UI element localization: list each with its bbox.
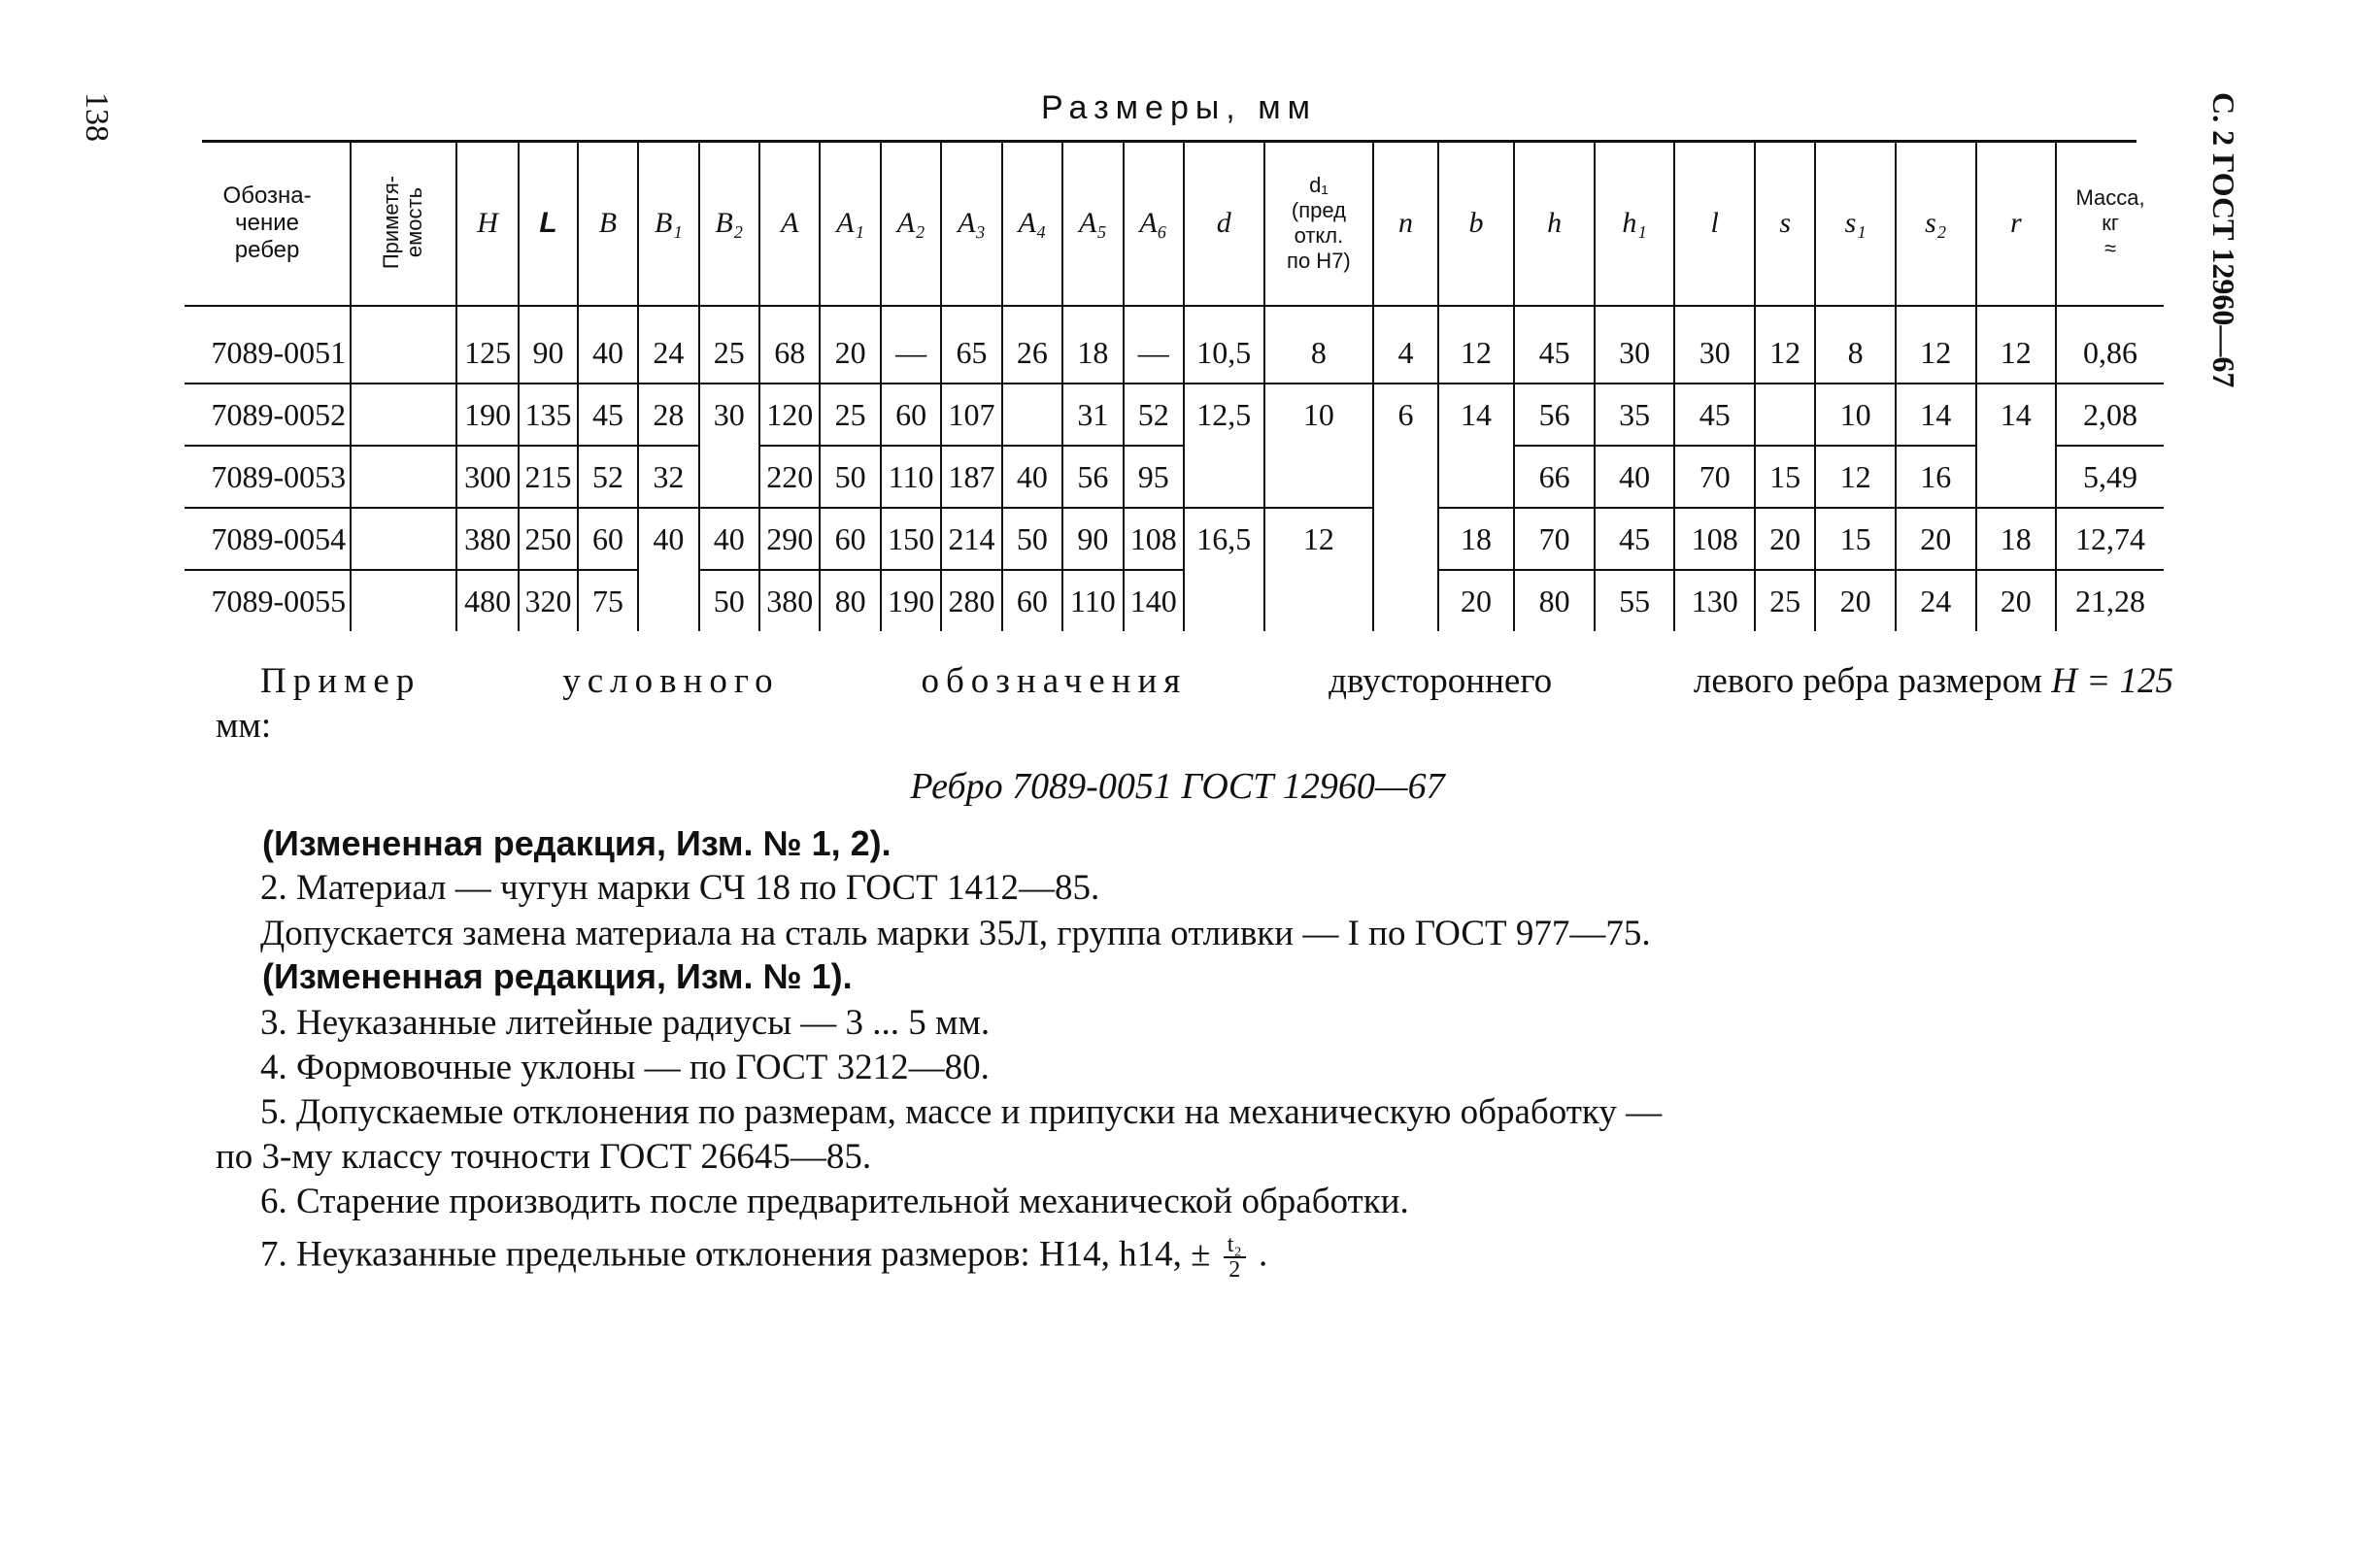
col-s: s [1755, 142, 1815, 306]
col-A2: A₂ [881, 142, 941, 306]
item-2-note: Допускается замена материала на сталь марки 35Л, группа отливки — I по ГОСТ 977—75. [260, 914, 1651, 953]
example-word-1: Пример [260, 661, 421, 701]
col-A: A [759, 142, 820, 306]
fraction-numerator: t₂ [1224, 1233, 1246, 1258]
col-B: B [578, 142, 638, 306]
table-row: 7089-0054 380 250 60 40 40 290 60 150 214 50 90 108 16,5 12 18 70 45 108 20 15 20 18 12,74 [185, 508, 2164, 570]
header-row [185, 142, 2164, 306]
col-applicability: Приметя- емость [351, 142, 456, 306]
col-designation: Обозна- чение ребер [185, 142, 351, 306]
col-A5: A₅ [1062, 142, 1123, 306]
dimensions-table [185, 142, 2164, 631]
col-h: h [1514, 142, 1595, 306]
item-2: 2. Материал — чугун марки СЧ 18 по ГОСТ 1412—85. [260, 868, 1100, 908]
item-5-line-1: 5. Допускаемые отклонения по размерам, массе и припуски на механическую обработку — [260, 1092, 1663, 1132]
item-7-fraction [1224, 1233, 1246, 1282]
col-b: b [1438, 142, 1515, 306]
table-row: 7089-0055 480 320 75 50 380 80 190 280 60 110 140 20 80 55 130 25 20 24 20 21,28 [185, 570, 2164, 631]
col-s2: s₂ [1896, 142, 1976, 306]
example-line-1 [260, 660, 2173, 702]
designation-example: Ребро 7089-0051 ГОСТ 12960—67 [910, 766, 1445, 807]
item-5-line-2: по 3-му классу точности ГОСТ 26645—85. [216, 1137, 872, 1177]
table-row: 7089-0052 190 135 45 28 30 120 25 60 107 31 52 12,5 10 6 14 56 35 45 10 14 14 2,08 [185, 384, 2164, 446]
revision-note-2: (Измененная редакция, Изм. № 1). [262, 956, 853, 996]
example-word-2: условного [562, 661, 780, 701]
example-h-value: H = 125 [2051, 661, 2173, 701]
fraction-denominator: 2 [1228, 1257, 1241, 1283]
col-L: L [519, 142, 577, 306]
col-d1: d₁ (пред откл. по H7) [1264, 142, 1374, 306]
col-l: l [1674, 142, 1755, 306]
table-row: 7089-0051 125 90 40 24 25 68 20 — 65 26 18 — 10,5 8 4 12 45 30 30 12 8 12 12 0,86 [185, 322, 2164, 384]
col-A4: A₄ [1002, 142, 1062, 306]
col-A6: A₆ [1124, 142, 1184, 306]
item-7-text: 7. Неуказанные предельные отклонения размеров: H14, h14, ± [260, 1234, 1211, 1275]
col-H: H [456, 142, 519, 306]
example-word-5: левого ребра размером H = 125 [1693, 661, 2173, 701]
example-word-4: двустороннего [1329, 661, 1553, 701]
col-n: n [1373, 142, 1437, 306]
example-word-3: обозначения [921, 661, 1188, 701]
example-line-2: мм: [216, 706, 272, 746]
col-A3: A₃ [941, 142, 1001, 306]
table-row: 7089-0053 300 215 52 32 220 50 110 187 40 56 95 66 40 70 15 12 16 5,49 [185, 446, 2164, 508]
item-6: 6. Старение производить после предварительной механической обработки. [260, 1182, 1409, 1221]
item-7 [260, 1233, 1267, 1282]
page-number: 138 [79, 92, 115, 142]
item-4: 4. Формовочные уклоны — по ГОСТ 3212—80. [260, 1048, 990, 1087]
col-B2: B₂ [699, 142, 759, 306]
table-caption: Размеры, мм [1041, 89, 1317, 126]
col-h1: h₁ [1595, 142, 1675, 306]
table-spacer [185, 306, 2164, 322]
revision-note-1: (Измененная редакция, Изм. № 1, 2). [262, 823, 892, 863]
running-head: С. 2 ГОСТ 12960—67 [2206, 92, 2241, 388]
col-mass: Масса, кг ≈ [2056, 142, 2164, 306]
item-3: 3. Неуказанные литейные радиусы — 3 ... 5 мм. [260, 1003, 991, 1043]
item-7-tail: . [1259, 1234, 1268, 1275]
col-A1: A₁ [820, 142, 880, 306]
col-s1: s₁ [1815, 142, 1896, 306]
col-d: d [1184, 142, 1264, 306]
col-r: r [1976, 142, 2057, 306]
col-B1: B₁ [638, 142, 698, 306]
